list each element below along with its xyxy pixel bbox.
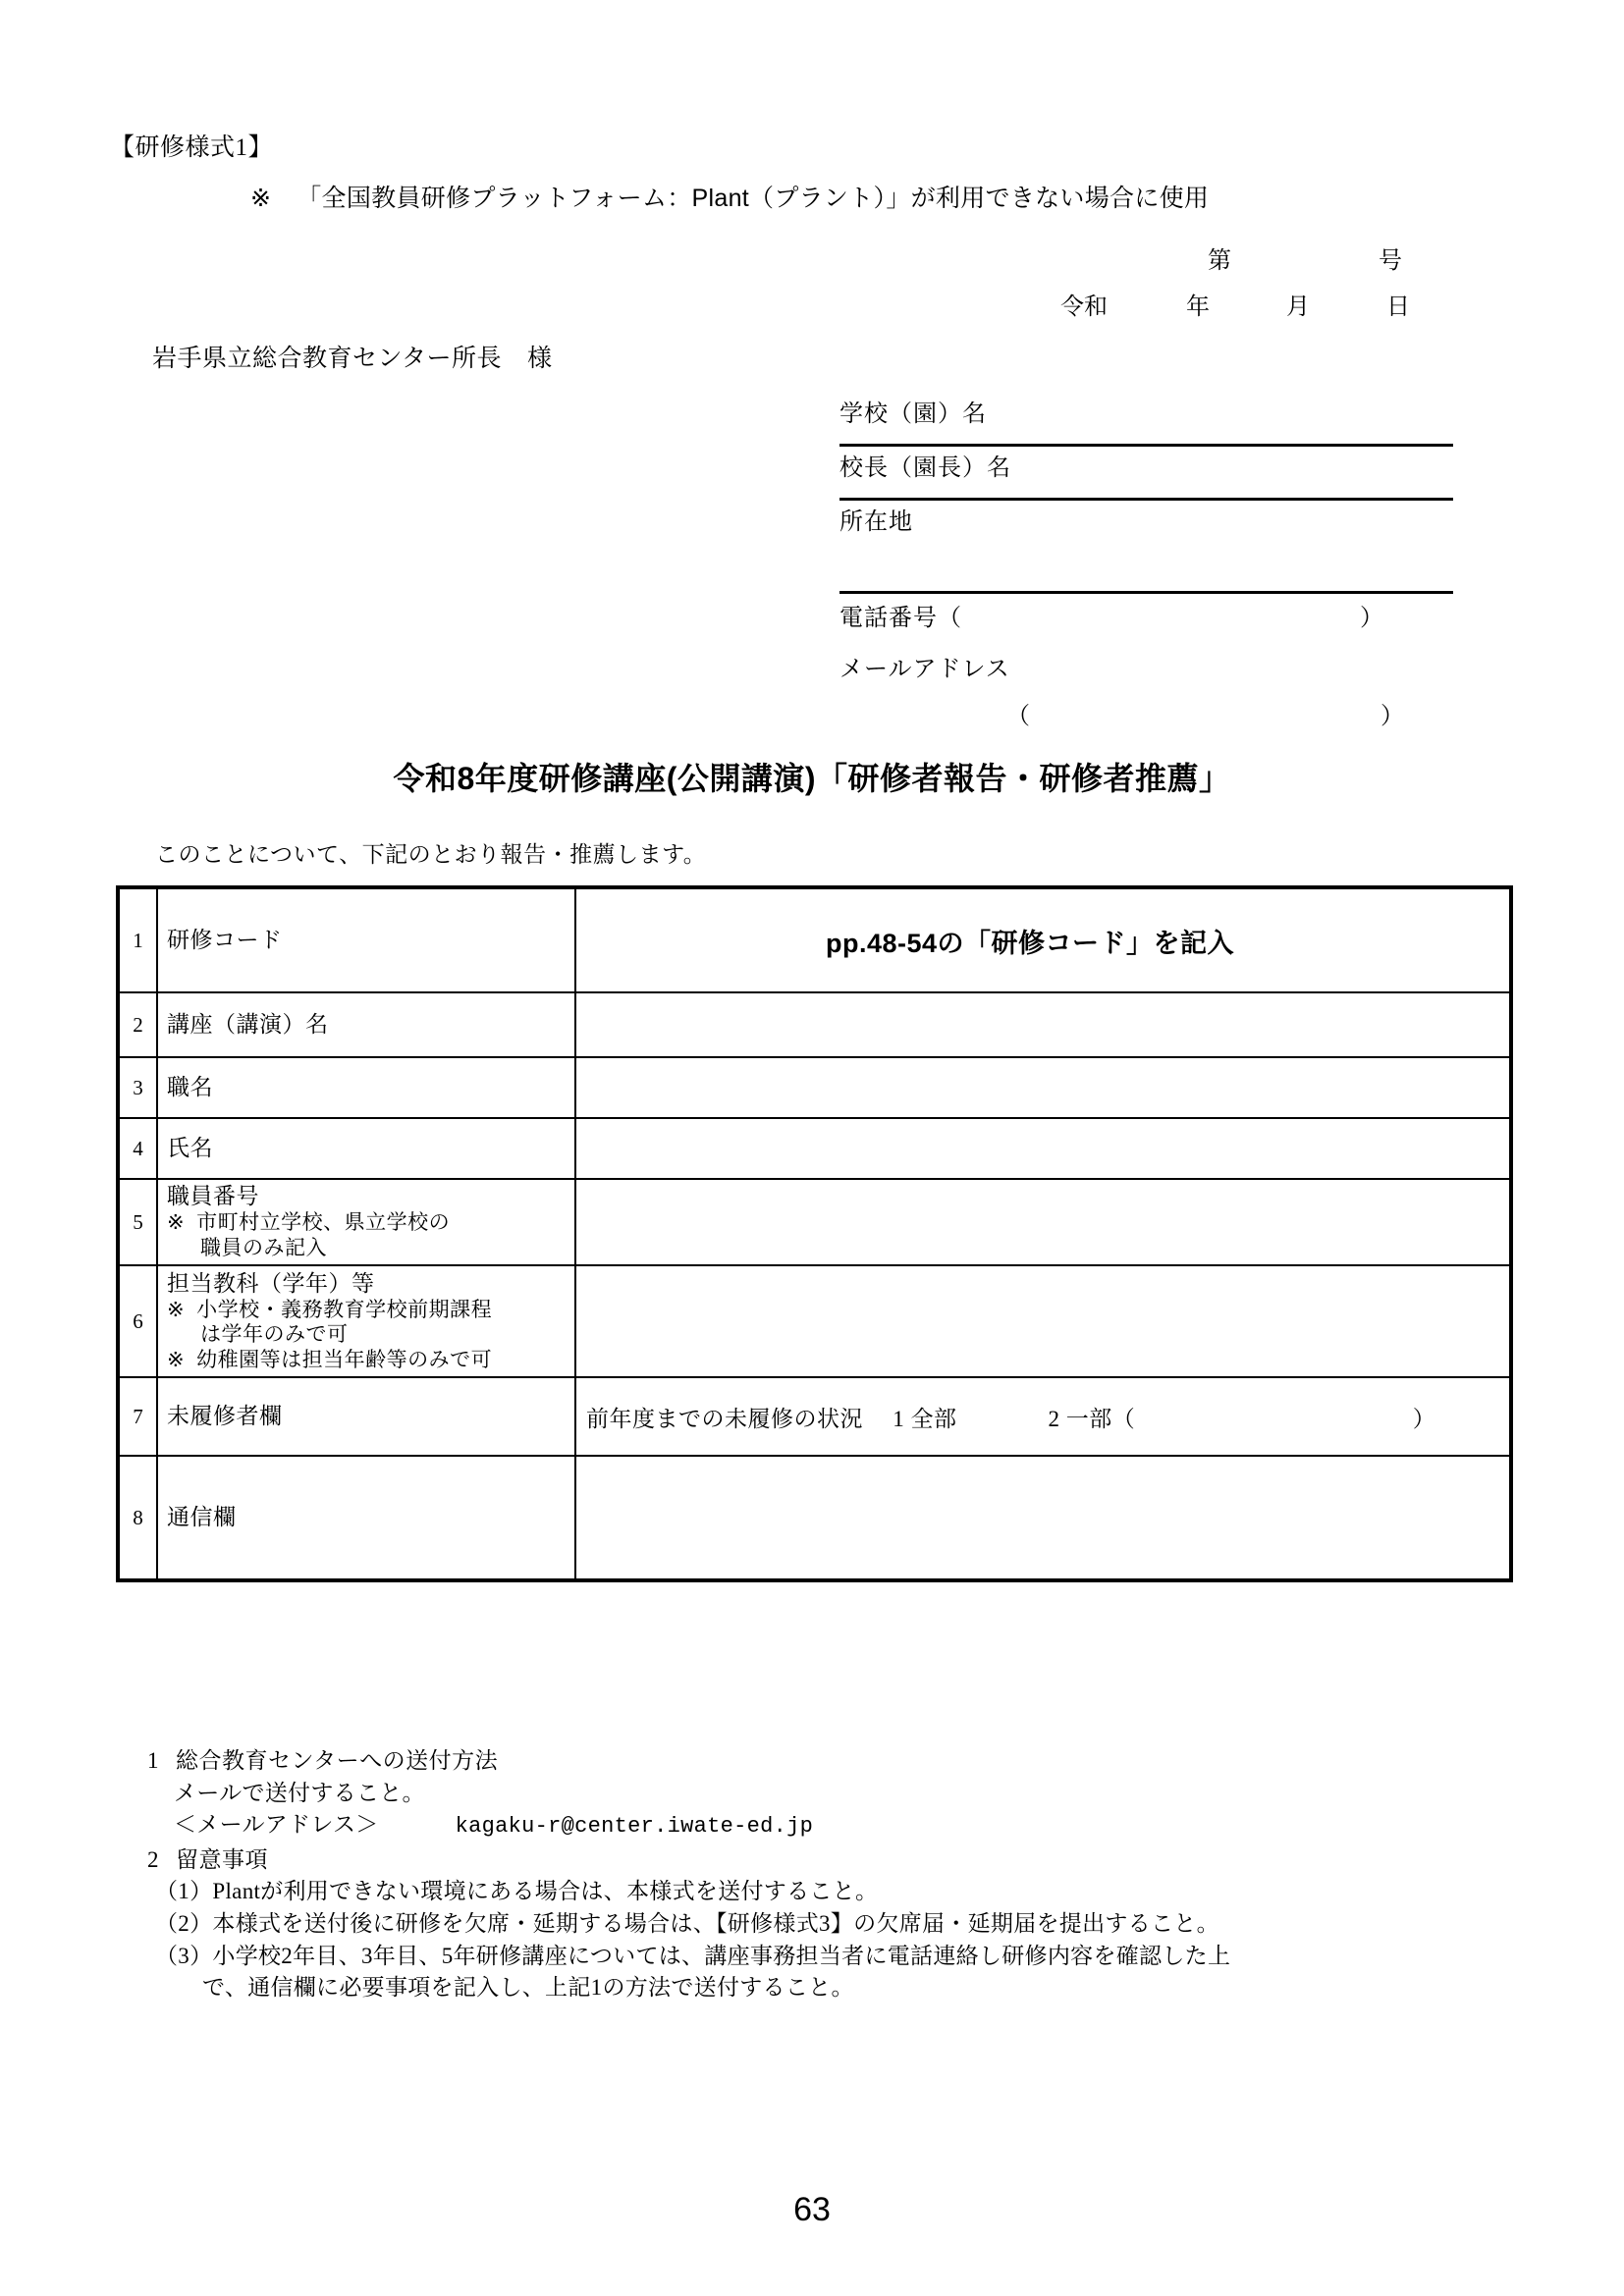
footer-section1-heading [147,1745,1522,1778]
footer-section2-number: 2 [147,1846,159,1872]
training-code-hint: pp.48-54の「研修コード」を記入 [825,928,1235,958]
row-label-staff-number [157,1179,575,1265]
email-paren-open: （ [1006,704,1030,729]
row-value-incomplete-status[interactable] [575,1377,1509,1456]
email-paren-close: ） [1380,704,1404,729]
school-name-field[interactable] [839,393,1453,447]
note-mark-icon: ※ [167,1297,186,1321]
row-label-text: 担当教科（学年）等 [167,1270,375,1296]
phone-paren-close: ） [1360,606,1384,631]
footer-note-item-1: （1）Plantが利用できない環境にある場合は、本様式を送付すること。 [155,1879,879,1904]
table-row [120,992,1509,1057]
address-field[interactable] [839,501,1453,552]
row-value-remarks[interactable] [575,1456,1509,1578]
row-value-job-title[interactable] [575,1057,1509,1118]
row-index: 8 [120,1456,157,1578]
footer-section2-title: 留意事項 [176,1846,268,1872]
row-value-course-name[interactable] [575,992,1509,1057]
table-row [120,1118,1509,1179]
email-label: メールアドレス [839,657,1010,682]
era-label: 令和 [1060,294,1108,320]
school-name-label: 学校（園）名 [839,401,987,427]
footer-note-item-2: （2）本様式を送付後に研修を欠席・延期する場合は、【研修様式3】の欠席届・延期届を提出すること。 [155,1910,1219,1936]
footer-section1-line1: メールで送付すること。 [174,1780,425,1805]
incomplete-option-partial-close: ） [1412,1406,1436,1431]
note-mark-icon: ※ [167,1347,186,1371]
row-note-line1: ※ 小学校・義務教育学校前期課程 [167,1297,493,1321]
report-table [116,885,1513,1582]
row-note-line1: ※ 市町村立学校、県立学校の [167,1210,451,1235]
table-row [120,1377,1509,1456]
school-info-block [839,393,1453,552]
row-label: 未履修者欄 [157,1377,575,1456]
row-label: 講座（講演）名 [157,992,575,1057]
page-title: 令和8年度研修講座(公開講演)「研修者報告・研修者推薦」 [393,761,1231,796]
row-value-staff-number[interactable] [575,1179,1509,1265]
address-label: 所在地 [839,509,913,535]
row-value-subject[interactable] [575,1265,1509,1377]
lead-in-sentence: このことについて、下記のとおり報告・推薦します。 [155,842,707,867]
row-index: 7 [120,1377,157,1456]
contact-info-block [839,591,1453,743]
footer-note-item-3-line2: で、通信欄に必要事項を記入し、上記1の方法で送付すること。 [202,1975,854,2001]
footer-section2-heading [147,1844,1522,1877]
table-row [120,1265,1509,1377]
row-index: 6 [120,1265,157,1377]
month-label: 月 [1286,294,1310,320]
document-number-suffix: 号 [1379,248,1402,274]
row-note2-line1: ※ 幼稚園等は担当年齢等のみで可 [167,1347,493,1371]
table-row [120,1456,1509,1578]
row-value-full-name[interactable] [575,1118,1509,1179]
row-label: 研修コード [157,889,575,992]
row-index: 1 [120,889,157,992]
form-code-label: 【研修様式1】 [110,134,274,161]
row-index: 3 [120,1057,157,1118]
footer-mail-label: ＜メールアドレス＞ [174,1812,379,1838]
footer-section1-title: 総合教育センターへの送付方法 [176,1748,499,1773]
document-date-line [1060,287,1410,321]
row-label: 通信欄 [157,1456,575,1578]
footer-mail-address[interactable]: kagaku-r@center.iwate-ed.jp [455,1814,814,1840]
plant-usage-note-text: 「全国教員研修プラットフォーム：Plant（プラント）」が利用できない場合に使用 [297,185,1210,212]
row-label: 職名 [157,1057,575,1118]
email-field[interactable] [839,645,1453,696]
table-row [120,1179,1509,1265]
document-number-line [1208,240,1402,275]
table-row [120,889,1509,992]
document-number-prefix: 第 [1208,248,1231,274]
principal-name-label: 校長（園長）名 [839,455,1011,481]
phone-label: 電話番号（ [839,606,962,631]
day-label: 日 [1386,294,1410,320]
incomplete-option-partial[interactable]: 2 一部（ [1048,1406,1136,1431]
footer-mail-line [147,1809,1522,1842]
page-number: 63 [793,2191,831,2228]
plant-usage-note [250,179,1209,214]
row-index: 4 [120,1118,157,1179]
addressee-honorific: 様 [527,346,553,372]
row-value-training-code[interactable] [575,889,1509,992]
row-note-line2: は学年のみで可 [200,1322,349,1347]
row-label: 氏名 [157,1118,575,1179]
row-label-text: 職員番号 [167,1184,259,1209]
addressee-line [152,339,553,374]
note-mark-icon: ※ [250,185,272,212]
footer-note-item-3-line1: （3）小学校2年目、3年目、5年研修講座については、講座事務担当者に電話連絡し研修内容を確認した上 [155,1943,1231,1968]
year-label: 年 [1186,294,1210,320]
phone-field[interactable] [839,594,1453,645]
incomplete-option-all[interactable]: 1 全部 [893,1406,957,1431]
principal-name-field[interactable] [839,447,1453,501]
row-label-subject [157,1265,575,1377]
email-entry-parens[interactable] [839,696,1453,743]
incomplete-status-prefix: 前年度までの未履修の状況 [586,1406,863,1431]
addressee-name: 岩手県立総合教育センター所長 [152,346,503,372]
row-note-line2: 職員のみ記入 [200,1236,327,1260]
note-mark-icon: ※ [167,1210,186,1235]
table-row [120,1057,1509,1118]
row-index: 5 [120,1179,157,1265]
footer-section1-number: 1 [147,1748,159,1773]
footer-notes [147,1745,1522,2004]
row-index: 2 [120,992,157,1057]
